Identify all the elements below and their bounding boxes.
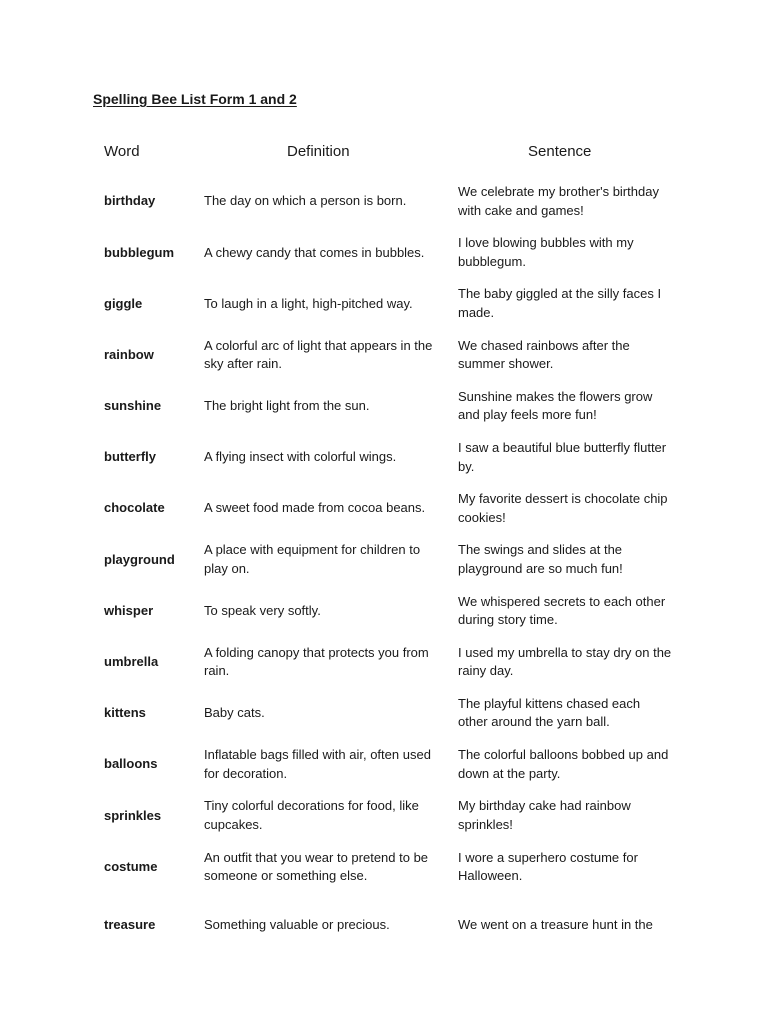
word-cell-text: birthday <box>104 193 156 209</box>
definition-cell <box>204 176 444 227</box>
word-cell-text: giggle <box>104 295 143 311</box>
sentence-cell-text: I wore a superhero costume for Halloween. <box>458 849 638 884</box>
sentence-cell <box>458 483 673 534</box>
definition-cell-text: The day on which a person is born. <box>204 193 407 209</box>
word-cell <box>104 637 199 688</box>
word-cell-text: treasure <box>104 916 156 932</box>
table-row <box>0 586 768 637</box>
sentence-cell <box>458 688 673 739</box>
word-cell <box>104 176 199 227</box>
word-cell <box>104 227 199 278</box>
sentence-cell-text: I saw a beautiful blue butterfly flutter by. <box>458 440 667 474</box>
table-row <box>0 176 768 227</box>
word-cell-text: balloons <box>104 756 158 772</box>
sentence-cell <box>458 227 673 278</box>
sentence-cell <box>458 893 673 944</box>
table-row <box>0 483 768 534</box>
word-cell <box>104 790 199 841</box>
sentence-cell-text: My favorite dessert is chocolate chip cookies! <box>458 491 668 525</box>
word-cell <box>104 381 199 432</box>
sentence-cell <box>458 330 673 381</box>
definition-cell <box>204 381 444 432</box>
word-cell-text: playground <box>104 551 175 567</box>
sentence-cell-text: We chased rainbows after the summer shower. <box>458 337 630 372</box>
word-cell <box>104 841 199 892</box>
sentence-cell-text: The colorful balloons bobbed up and down at the party. <box>458 747 669 781</box>
table-row <box>0 227 768 278</box>
word-cell <box>104 432 199 483</box>
definition-cell-text: To speak very softly. <box>204 602 321 618</box>
table-row <box>0 432 768 483</box>
sentence-cell <box>458 534 673 585</box>
sentence-cell <box>458 381 673 432</box>
definition-cell <box>204 586 444 637</box>
sentence-cell <box>458 432 673 483</box>
definition-cell <box>204 227 444 278</box>
table-row <box>0 893 768 944</box>
sentence-cell-text: We celebrate my brother's birthday with cake and games! <box>458 184 659 218</box>
word-cell <box>104 330 199 381</box>
table-row <box>0 330 768 381</box>
word-cell-text: costume <box>104 858 158 874</box>
word-cell <box>104 278 199 329</box>
definition-cell-text: A place with equipment for children to play on. <box>204 542 421 576</box>
definition-cell-text: A chewy candy that comes in bubbles. <box>204 244 425 260</box>
definition-cell-text: A flying insect with colorful wings. <box>204 449 397 465</box>
sentence-cell-text: The baby giggled at the silly faces I made. <box>458 286 662 320</box>
definition-cell-text: To laugh in a light, high-pitched way. <box>204 295 413 311</box>
word-cell <box>104 893 199 944</box>
definition-cell-text: The bright light from the sun. <box>204 398 370 414</box>
word-cell <box>104 586 199 637</box>
column-header-sentence: Sentence <box>528 143 592 160</box>
word-cell <box>104 534 199 585</box>
definition-cell-text: Something valuable or precious. <box>204 916 390 932</box>
word-cell-text: butterfly <box>104 449 156 465</box>
sentence-cell <box>458 278 673 329</box>
definition-cell <box>204 893 444 944</box>
definition-cell-text: A colorful arc of light that appears in the sky after rain. <box>204 337 433 372</box>
definition-cell <box>204 278 444 329</box>
table-row <box>0 739 768 790</box>
definition-cell <box>204 637 444 688</box>
definition-cell-text: Inflatable bags filled with air, often used for decoration. <box>204 747 431 781</box>
definition-cell-text: A folding canopy that protects you from rain. <box>204 644 429 679</box>
sentence-cell-text: Sunshine makes the flowers grow and play feels more fun! <box>458 388 653 423</box>
word-cell-text: sunshine <box>104 398 162 414</box>
word-table <box>0 176 768 944</box>
page-title: Spelling Bee List Form 1 and 2 <box>93 91 297 107</box>
word-cell <box>104 483 199 534</box>
table-row <box>0 790 768 841</box>
sentence-cell-text: We whispered secrets to each other during story time. <box>458 593 666 628</box>
sentence-cell <box>458 841 673 892</box>
sentence-cell <box>458 739 673 790</box>
word-cell <box>104 739 199 790</box>
definition-cell <box>204 330 444 381</box>
word-cell-text: bubblegum <box>104 244 175 260</box>
sentence-cell-text: I love blowing bubbles with my bubblegum. <box>458 235 634 269</box>
table-row <box>0 841 768 892</box>
definition-cell <box>204 841 444 892</box>
definition-cell <box>204 739 444 790</box>
column-header-word: Word <box>104 143 140 160</box>
word-cell-text: whisper <box>104 602 154 618</box>
table-row <box>0 534 768 585</box>
word-cell-text: kittens <box>104 705 146 721</box>
definition-cell <box>204 534 444 585</box>
definition-cell-text: An outfit that you wear to pretend to be someone or something else. <box>204 849 429 884</box>
sentence-cell-text: My birthday cake had rainbow sprinkles! <box>458 798 631 832</box>
table-row <box>0 637 768 688</box>
table-row <box>0 688 768 739</box>
word-cell <box>104 688 199 739</box>
sentence-cell-text: The playful kittens chased each other around the yarn ball. <box>458 695 641 730</box>
word-cell-text: umbrella <box>104 654 159 670</box>
sentence-cell <box>458 790 673 841</box>
sentence-cell-text: I used my umbrella to stay dry on the rainy day. <box>458 644 672 679</box>
definition-cell <box>204 688 444 739</box>
definition-cell <box>204 432 444 483</box>
sentence-cell <box>458 637 673 688</box>
table-row <box>0 278 768 329</box>
table-row <box>0 381 768 432</box>
definition-cell-text: Baby cats. <box>204 705 265 721</box>
sentence-cell <box>458 586 673 637</box>
sentence-cell-text: We went on a treasure hunt in the <box>458 916 653 932</box>
column-header-definition: Definition <box>287 143 350 160</box>
sentence-cell <box>458 176 673 227</box>
definition-cell-text: Tiny colorful decorations for food, like cupcakes. <box>204 798 419 832</box>
word-cell-text: chocolate <box>104 500 165 516</box>
sentence-cell-text: The swings and slides at the playground are so much fun! <box>458 542 623 576</box>
word-cell-text: sprinkles <box>104 807 162 823</box>
definition-cell <box>204 483 444 534</box>
definition-cell-text: A sweet food made from cocoa beans. <box>204 500 426 516</box>
definition-cell <box>204 790 444 841</box>
word-cell-text: rainbow <box>104 346 154 362</box>
